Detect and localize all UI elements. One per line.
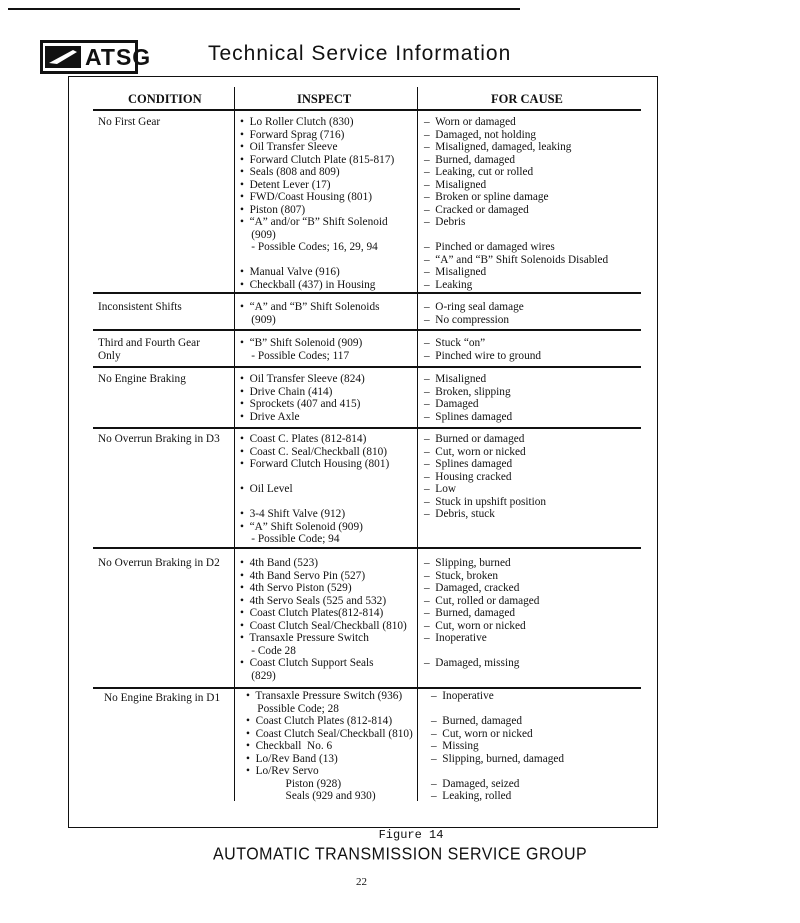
- column-header-cause: FOR CAUSE: [491, 92, 563, 106]
- table-row-condition: No Overrun Braking in D2: [98, 557, 220, 569]
- table-row-cause: – Worn or damaged – Damaged, not holding – Misaligned, damaged, leaking – Burned, damaged – Leaking, cut or rolled – Misaligned – Broken or spline damage – Cracked or damaged – Debris – Pinched or damaged wires – “A” and “B” Shift Solenoids Disabled – Misaligned – Leaking: [424, 116, 609, 291]
- top-rule: [8, 8, 520, 10]
- table-row-condition: Inconsistent Shifts: [98, 301, 182, 313]
- row-separator: [93, 687, 641, 689]
- table-row-inspect: • 4th Band (523) • 4th Band Servo Pin (527) • 4th Servo Piston (529) • 4th Servo Seals (525 and 532) • Coast Clutch Plates(812-814) • Coast Clutch Seal/Checkball (810) • Transaxle Pressure Switch - Code 28 • Coast Clutch Support Seals (829): [240, 557, 407, 682]
- table-row-condition: Third and Fourth Gear Only: [98, 337, 200, 362]
- table-row-cause: – Misaligned – Broken, slipping – Damaged – Splines damaged: [424, 373, 513, 423]
- table-row-cause: – Inoperative – Burned, damaged – Cut, worn or nicked – Missing – Slipping, burned, damaged – Damaged, seized – Leaking, rolled: [431, 690, 565, 802]
- row-separator: [93, 547, 641, 549]
- table-row-cause: – Slipping, burned – Stuck, broken – Damaged, cracked – Cut, rolled or damaged – Burned, damaged – Cut, worn or nicked – Inoperative – Damaged, missing: [424, 557, 540, 669]
- atsg-logo: [40, 40, 152, 74]
- table-row-inspect: • Coast C. Plates (812-814) • Coast C. Seal/Checkball (810) • Forward Clutch Housing (801) • Oil Level • 3-4 Shift Valve (912) • “A” Shift Solenoid (909) - Possible Code; 94: [240, 433, 390, 545]
- row-separator: [93, 366, 641, 368]
- header-separator: [93, 109, 641, 111]
- table-row-cause: – Burned or damaged – Cut, worn or nicked – Splines damaged – Housing cracked – Low – Stuck in upshift position – Debris, stuck: [424, 433, 547, 520]
- footer-title: AUTOMATIC TRANSMISSION SERVICE GROUP: [213, 845, 588, 864]
- row-separator: [93, 292, 641, 294]
- table-row-condition: No Overrun Braking in D3: [98, 433, 220, 445]
- figure-caption: Figure 14: [378, 828, 444, 842]
- table-row-condition: No Engine Braking: [98, 373, 186, 385]
- table-row-cause: – Stuck “on” – Pinched wire to ground: [424, 337, 542, 362]
- row-separator: [93, 427, 641, 429]
- logo-text: ATSG: [85, 44, 152, 70]
- column-header-condition: CONDITION: [128, 92, 202, 106]
- table-row-cause: – O-ring seal damage – No compression: [424, 301, 524, 326]
- table-row-inspect: • “A” and “B” Shift Solenoids (909): [240, 301, 380, 326]
- column-divider-1: [234, 87, 235, 801]
- table-row-inspect: • Lo Roller Clutch (830) • Forward Sprag (716) • Oil Transfer Sleeve • Forward Clutch Plate (815-817) • Seals (808 and 809) • Detent Lever (17) • FWD/Coast Housing (801) • Piston (807) • “A” and/or “B” Shift Solenoid (909) - Possible Codes; 16, 29, 94 • Manual Valve (916) • Checkball (437) in Housing: [240, 116, 395, 291]
- page-title: Technical Service Information: [208, 42, 512, 65]
- table-row-condition: No Engine Braking in D1: [104, 692, 221, 704]
- atsg-emblem-icon: [43, 43, 83, 71]
- page-number: 22: [356, 876, 367, 888]
- column-header-inspect: INSPECT: [297, 92, 352, 106]
- table-row-condition: No First Gear: [98, 116, 161, 128]
- table-row-inspect: • Oil Transfer Sleeve (824) • Drive Chain (414) • Sprockets (407 and 415) • Drive Axle: [240, 373, 365, 423]
- table-row-inspect: • “B” Shift Solenoid (909) - Possible Codes; 117: [240, 337, 363, 362]
- row-separator: [93, 329, 641, 331]
- table-row-inspect: • Transaxle Pressure Switch (936) Possible Code; 28 • Coast Clutch Plates (812-814) • Coast Clutch Seal/Checkball (810) • Checkball No. 6 • Lo/Rev Band (13) • Lo/Rev Servo Piston (928) Seals (929 and 930): [246, 690, 413, 802]
- column-divider-2: [417, 87, 418, 801]
